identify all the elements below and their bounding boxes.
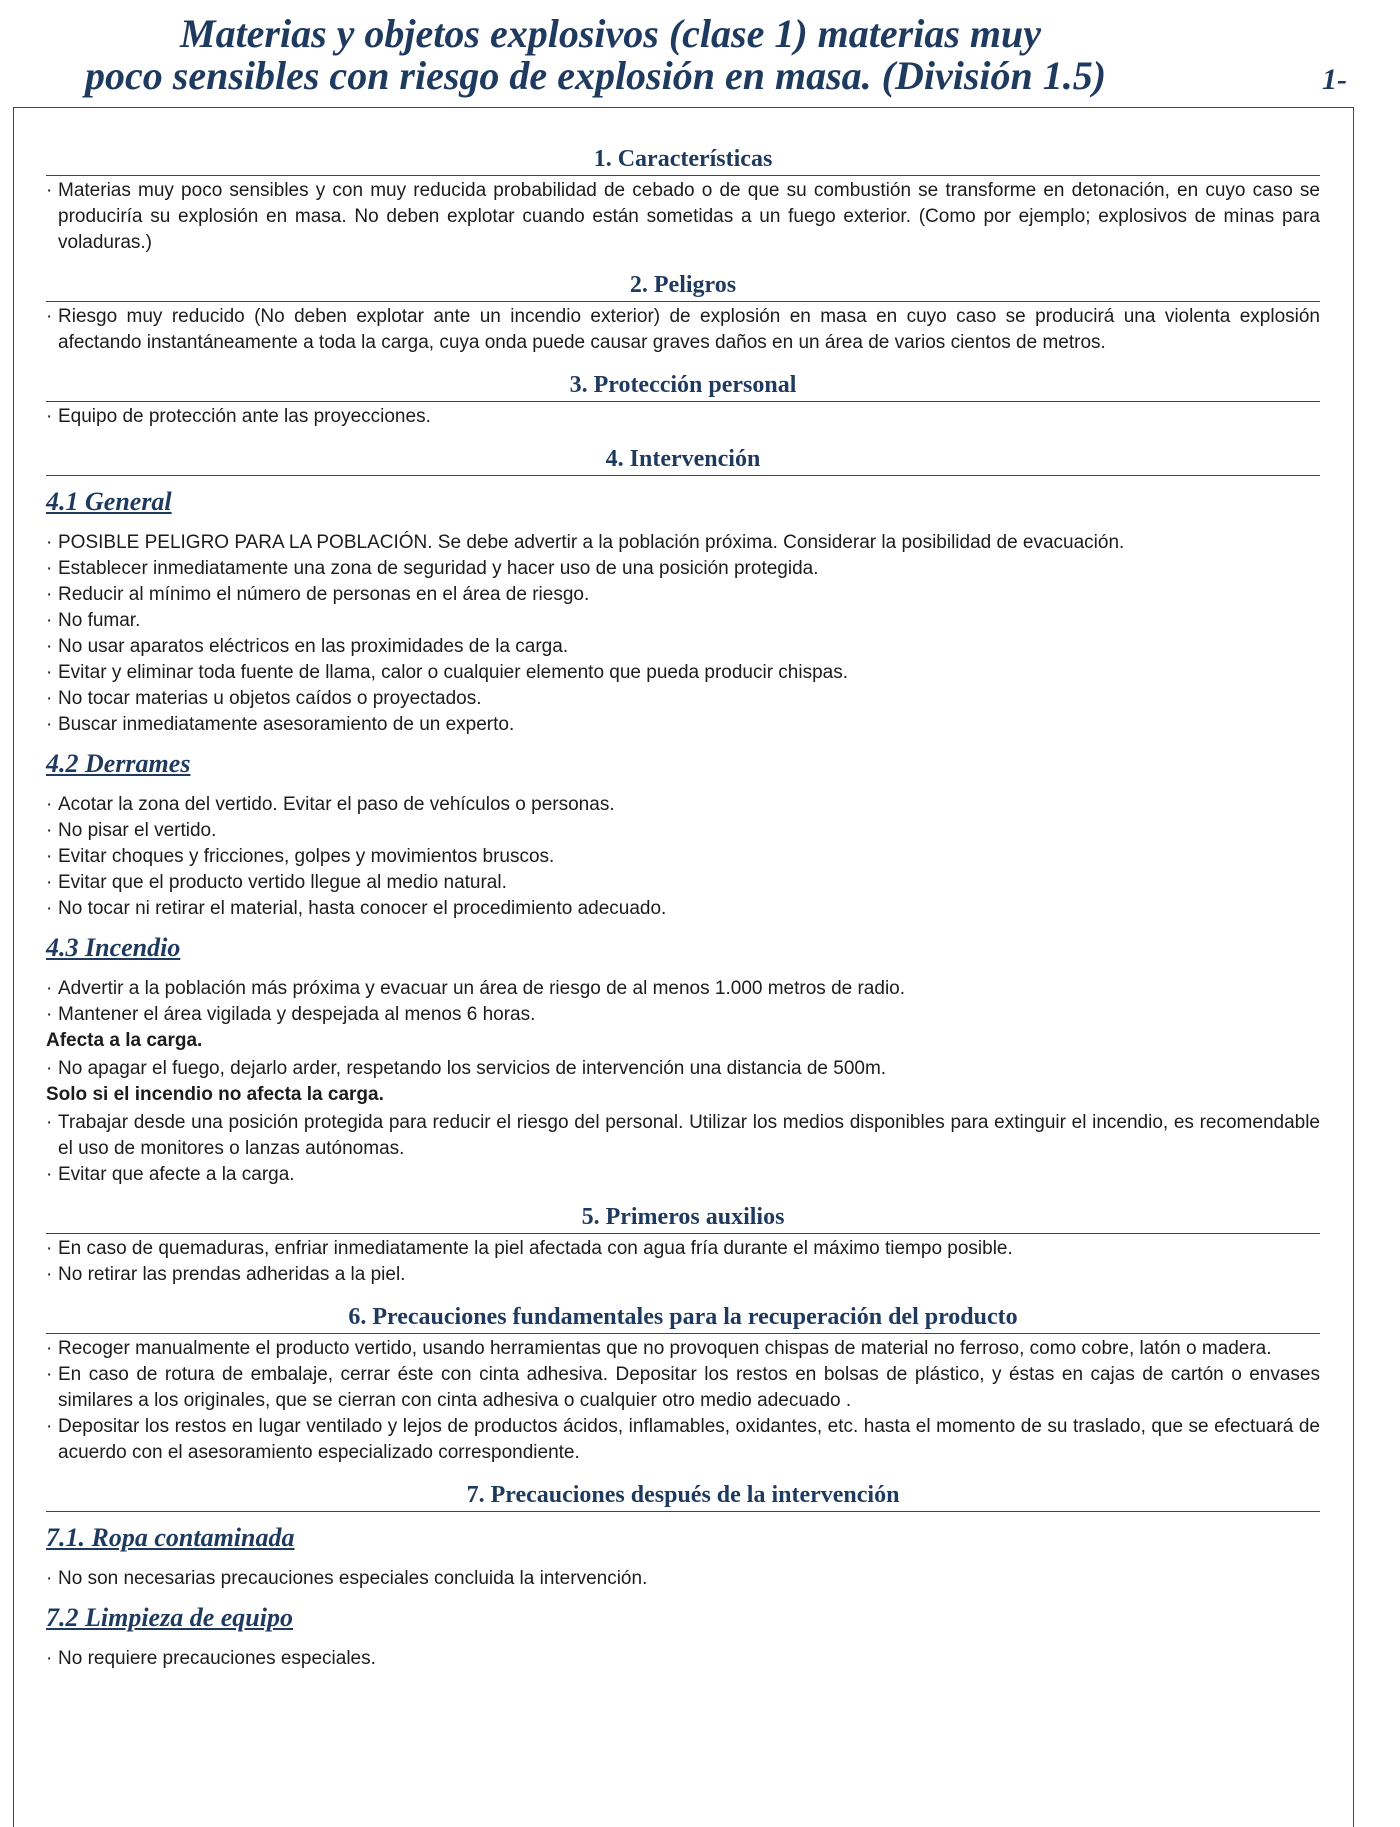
list-item: · No fumar. (46, 608, 1320, 634)
general-list (46, 530, 1320, 738)
list-item: · En caso de quemaduras, enfriar inmediatamente la piel afectada con agua fría durante el máximo tiempo posible. (46, 1236, 1320, 1262)
list-item: · Evitar que el producto vertido llegue al medio natural. (46, 870, 1320, 896)
primeros-auxilios-list (46, 1236, 1320, 1288)
section-title-caracteristicas: 1. Características (46, 144, 1320, 176)
subsection-title-derrames: 4.2 Derrames (46, 749, 191, 778)
recuperacion-list (46, 1336, 1320, 1466)
list-item: · No usar aparatos eléctricos en las proximidades de la carga. (46, 634, 1320, 660)
proteccion-list (46, 404, 1320, 430)
list-item: · No son necesarias precauciones especiales concluida la intervención. (46, 1566, 1320, 1592)
incendio-list-b (46, 1056, 1320, 1082)
limpieza-list (46, 1646, 1320, 1672)
section-title-primeros-auxilios: 5. Primeros auxilios (46, 1202, 1320, 1234)
list-item: · No retirar las prendas adheridas a la piel. (46, 1262, 1320, 1288)
list-item: · Mantener el área vigilada y despejada al menos 6 horas. (46, 1002, 1320, 1028)
ropa-list (46, 1566, 1320, 1592)
list-item: · Evitar y eliminar toda fuente de llama, calor o cualquier elemento que pueda producir chispas. (46, 660, 1320, 686)
list-item: · Recoger manualmente el producto vertido, usando herramientas que no provoquen chispas de material no ferroso, como cobre, latón o madera. (46, 1336, 1320, 1362)
incendio-list-a (46, 976, 1320, 1028)
subsection-title-limpieza-equipo: 7.2 Limpieza de equipo (46, 1603, 293, 1632)
section-title-intervencion: 4. Intervención (46, 444, 1320, 476)
page-title-line-1: Materias y objetos explosivos (clase 1) materias muy (180, 11, 1042, 56)
section-title-peligros: 2. Peligros (46, 270, 1320, 302)
list-item: · Evitar que afecte a la carga. (46, 1162, 1320, 1188)
subsection-title-ropa-contaminada: 7.1. Ropa contaminada (46, 1523, 295, 1552)
list-item: · Evitar choques y fricciones, golpes y movimientos bruscos. (46, 844, 1320, 870)
incendio-list-c (46, 1110, 1320, 1188)
list-item: · Riesgo muy reducido (No deben explotar ante un incendio exterior) de explosión en masa en cuyo caso se producirá una violenta explosión afectando instantáneamente a toda la carga, cuya onda puede causar graves daños en un área de varios cientos de metros. (46, 304, 1320, 356)
list-item: · Advertir a la población más próxima y evacuar un área de riesgo de al menos 1.000 metros de radio. (46, 976, 1320, 1002)
peligros-list (46, 304, 1320, 356)
section-title-proteccion-personal: 3. Protección personal (46, 370, 1320, 402)
page-title-suffix: 1- (1322, 63, 1347, 96)
list-item: · En caso de rotura de embalaje, cerrar éste con cinta adhesiva. Depositar los restos en bolsas de plástico, y éstas en cajas de cartón o envases similares a los originales, que se cierran con cinta adhesiva o cualquier otro medio adecuado . (46, 1362, 1320, 1414)
page-header (0, 8, 1400, 100)
list-item: · Trabajar desde una posición protegida para reducir el riesgo del personal. Utilizar los medios disponibles para extinguir el incendio, es recomendable el uso de monitores o lanzas autónomas. (46, 1110, 1320, 1162)
section-title-recuperacion: 6. Precauciones fundamentales para la recuperación del producto (46, 1302, 1320, 1334)
list-item: · No tocar ni retirar el material, hasta conocer el procedimiento adecuado. (46, 896, 1320, 922)
document-body (46, 136, 1320, 1672)
incendio-note-no-afecta: Solo si el incendio no afecta la carga. (46, 1084, 384, 1105)
derrames-list (46, 792, 1320, 922)
list-item: · No tocar materias u objetos caídos o proyectados. (46, 686, 1320, 712)
list-item: · Buscar inmediatamente asesoramiento de un experto. (46, 712, 1320, 738)
list-item: · Depositar los restos en lugar ventilado y lejos de productos ácidos, inflamables, oxidantes, etc. hasta el momento de su traslado, que se efectuará de acuerdo con el asesoramiento especializado correspondiente. (46, 1414, 1320, 1466)
list-item: · No apagar el fuego, dejarlo arder, respetando los servicios de intervención una distancia de 500m. (46, 1056, 1320, 1082)
list-item: · POSIBLE PELIGRO PARA LA POBLACIÓN. Se debe advertir a la población próxima. Considerar la posibilidad de evacuación. (46, 530, 1320, 556)
list-item: · Establecer inmediatamente una zona de seguridad y hacer uso de una posición protegida. (46, 556, 1320, 582)
list-item: · Materias muy poco sensibles y con muy reducida probabilidad de cebado o de que su combustión se transforme en detonación, en cuyo caso se produciría su explosión en masa. No deben explotar cuando están sometidas a un fuego exterior. (Como por ejemplo; explosivos de minas para voladuras.) (46, 178, 1320, 256)
subsection-title-general: 4.1 General (46, 487, 172, 516)
list-item: · Acotar la zona del vertido. Evitar el paso de vehículos o personas. (46, 792, 1320, 818)
list-item: · Equipo de protección ante las proyecciones. (46, 404, 1320, 430)
caracteristicas-list (46, 178, 1320, 256)
section-title-despues-intervencion: 7. Precauciones después de la intervención (46, 1480, 1320, 1512)
list-item: · No requiere precauciones especiales. (46, 1646, 1320, 1672)
page-title-line-2: poco sensibles con riesgo de explosión en masa. (División 1.5) (85, 53, 1107, 98)
list-item: · No pisar el vertido. (46, 818, 1320, 844)
incendio-note-afecta: Afecta a la carga. (46, 1030, 203, 1051)
list-item: · Reducir al mínimo el número de personas en el área de riesgo. (46, 582, 1320, 608)
subsection-title-incendio: 4.3 Incendio (46, 933, 181, 962)
